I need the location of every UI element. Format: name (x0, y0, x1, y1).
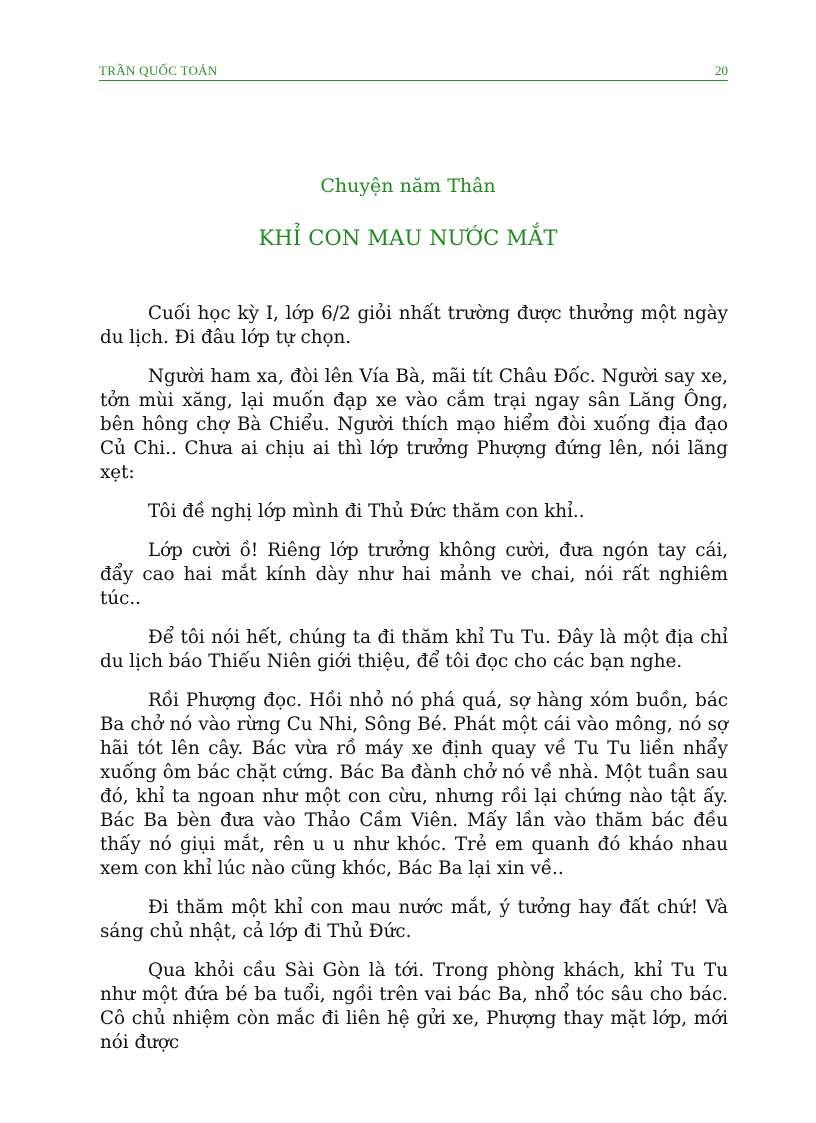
paragraph: Để tôi nói hết, chúng ta đi thăm khỉ Tu Tu. Đây là một địa chỉ du lịch báo Thiếu Niên giới thiệu, để tôi đọc cho các bạn nghe. (100, 627, 728, 672)
paragraph: Người ham xa, đòi lên Vía Bà, mãi tít Châu Đốc. Người say xe, tởn mùi xăng, lại muốn đạp xe vào cắm trại ngay sân Lăng Ông, bên hông chợ Bà Chiểu. Người thích mạo hiểm đòi xuống địa đạo Củ Chi.. Chưa ai chịu ai thì lớp trưởng Phượng đứng lên, nói lãng xẹt: (100, 366, 728, 483)
paragraph: Tôi đề nghị lớp mình đi Thủ Đức thăm con khỉ.. (148, 501, 585, 522)
paragraph: Lớp cười ồ! Riêng lớp trưởng không cười, đưa ngón tay cái, đẩy cao hai mắt kính dày như hai mảnh ve chai, nói rất nghiêm túc.. (100, 540, 728, 609)
paragraph: Rồi Phượng đọc. Hồi nhỏ nó phá quá, sợ hàng xóm buồn, bác Ba chở nó vào rừng Cu Nhi, Sông Bé. Phát một cái vào mông, nó sợ hãi tót lên cây. Bác vừa rồ máy xe định quay về Tu Tu liền nhẩy xuống ôm bác chặt cứng. Bác Ba đành chở nó về nhà. Một tuần sau đó, khỉ ta ngoan như một con cừu, nhưng rồi lại chứng nào tật ấy. Bác Ba bèn đưa vào Thảo Cầm Viên. Mấy lần vào thăm bác đều thấy nó giụi mắt, rên u u như khóc. Trẻ em quanh đó kháo nhau xem con khỉ lúc nào cũng khóc, Bác Ba lại xin về.. (100, 690, 728, 879)
body-text (100, 302, 728, 1070)
paragraph: Cuối học kỳ I, lớp 6/2 giỏi nhất trường được thưởng một ngày du lịch. Đi đâu lớp tự chọn. (100, 303, 728, 348)
paragraph: Qua khỏi cầu Sài Gòn là tới. Trong phòng khách, khỉ Tu Tu như một đứa bé ba tuổi, ngồi trên vai bác Ba, nhổ tóc sâu cho bác. Cô chủ nhiệm còn mắc đi liên hệ gửi xe, Phượng thay mặt lớp, mới nói được (100, 960, 728, 1053)
running-header (99, 62, 728, 81)
paragraph: Đi thăm một khỉ con mau nước mắt, ý tưởng hay đất chứ! Và sáng chủ nhật, cả lớp đi Thủ Đức. (100, 897, 728, 942)
chapter-title: KHỈ CON MAU NƯỚC MẮT (258, 226, 558, 250)
chapter-subtitle: Chuyện năm Thân (320, 175, 496, 197)
page-number: 20 (715, 63, 728, 78)
header-author: TRẦN QUỐC TOẢN (99, 63, 218, 78)
